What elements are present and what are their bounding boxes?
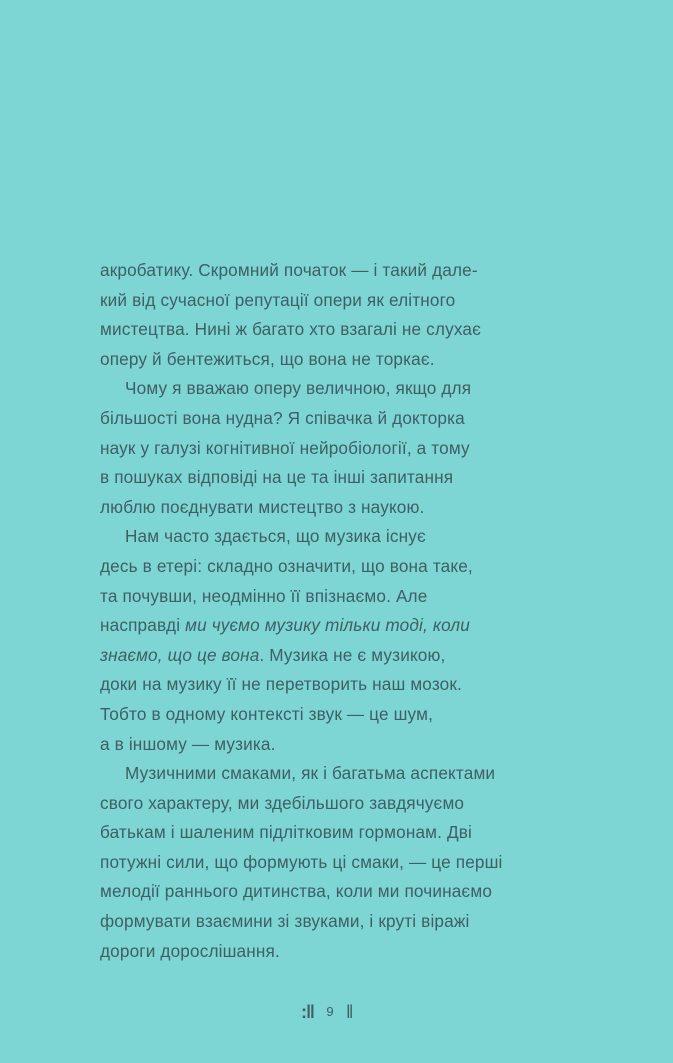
text-line: потужні сили, що формують ці смаки, — це перші bbox=[100, 851, 503, 872]
text-line: свого характеру, ми здебільшого завдячуємо bbox=[100, 792, 465, 813]
italic-emphasis: знаємо, що це вона bbox=[100, 644, 260, 665]
text-line: наук у галузі когнітивної нейробіології, а тому bbox=[100, 437, 470, 458]
paragraph-first-line: Музичними смаками, як і багатьма аспектами bbox=[125, 763, 496, 784]
text-line: та почувши, неодмінно її впізнаємо. Але bbox=[100, 585, 428, 606]
page-folio bbox=[0, 997, 673, 1027]
folio-right-mark: ‖ bbox=[346, 1002, 353, 1022]
text-line: а в іншому — музика. bbox=[100, 733, 276, 754]
text-line: в пошуках відповіді на це та інші запитання bbox=[100, 467, 454, 488]
page-number: 9 bbox=[326, 1004, 334, 1019]
text-line-mixed bbox=[100, 641, 570, 671]
text-line: дороги дорослішання. bbox=[100, 940, 280, 961]
text-line: доки на музику її не перетворить наш мозок. bbox=[100, 674, 462, 695]
regular-text: насправді bbox=[100, 615, 186, 636]
text-line: формувати взаємини зі звуками, і круті віражі bbox=[100, 911, 470, 932]
body-text bbox=[100, 256, 570, 966]
paragraph-first-line: Нам часто здається, що музика існує bbox=[125, 526, 426, 547]
text-line: оперу й бентежиться, що вона не торкає. bbox=[100, 348, 435, 369]
paragraph-first-line: Чому я вважаю оперу величною, якщо для bbox=[125, 378, 472, 399]
folio-left-mark: :‖ bbox=[301, 1002, 314, 1022]
text-line: мелодії раннього дитинства, коли ми починаємо bbox=[100, 881, 493, 902]
italic-emphasis: ми чуємо музику тільки тоді, коли bbox=[185, 615, 470, 636]
text-line: Тобто в одному контексті звук — це шум, bbox=[100, 703, 433, 724]
text-line: акробатику. Скромний початок — і такий дале- bbox=[100, 260, 478, 280]
regular-text: . Музика не є музикою, bbox=[259, 644, 446, 665]
text-line: кий від сучасної репутації опери як елітного bbox=[100, 289, 456, 310]
text-line: батькам і шаленим підлітковим гормонам. Дві bbox=[100, 822, 473, 843]
text-line-mixed bbox=[100, 611, 570, 641]
text-line: мистецтва. Нині ж багато хто взагалі не слухає bbox=[100, 319, 482, 340]
text-line: більшості вона нудна? Я співачка й докторка bbox=[100, 407, 465, 428]
text-line: десь в етері: складно означити, що вона таке, bbox=[100, 555, 473, 576]
text-line: люблю поєднувати мистецтво з наукою. bbox=[100, 496, 425, 517]
